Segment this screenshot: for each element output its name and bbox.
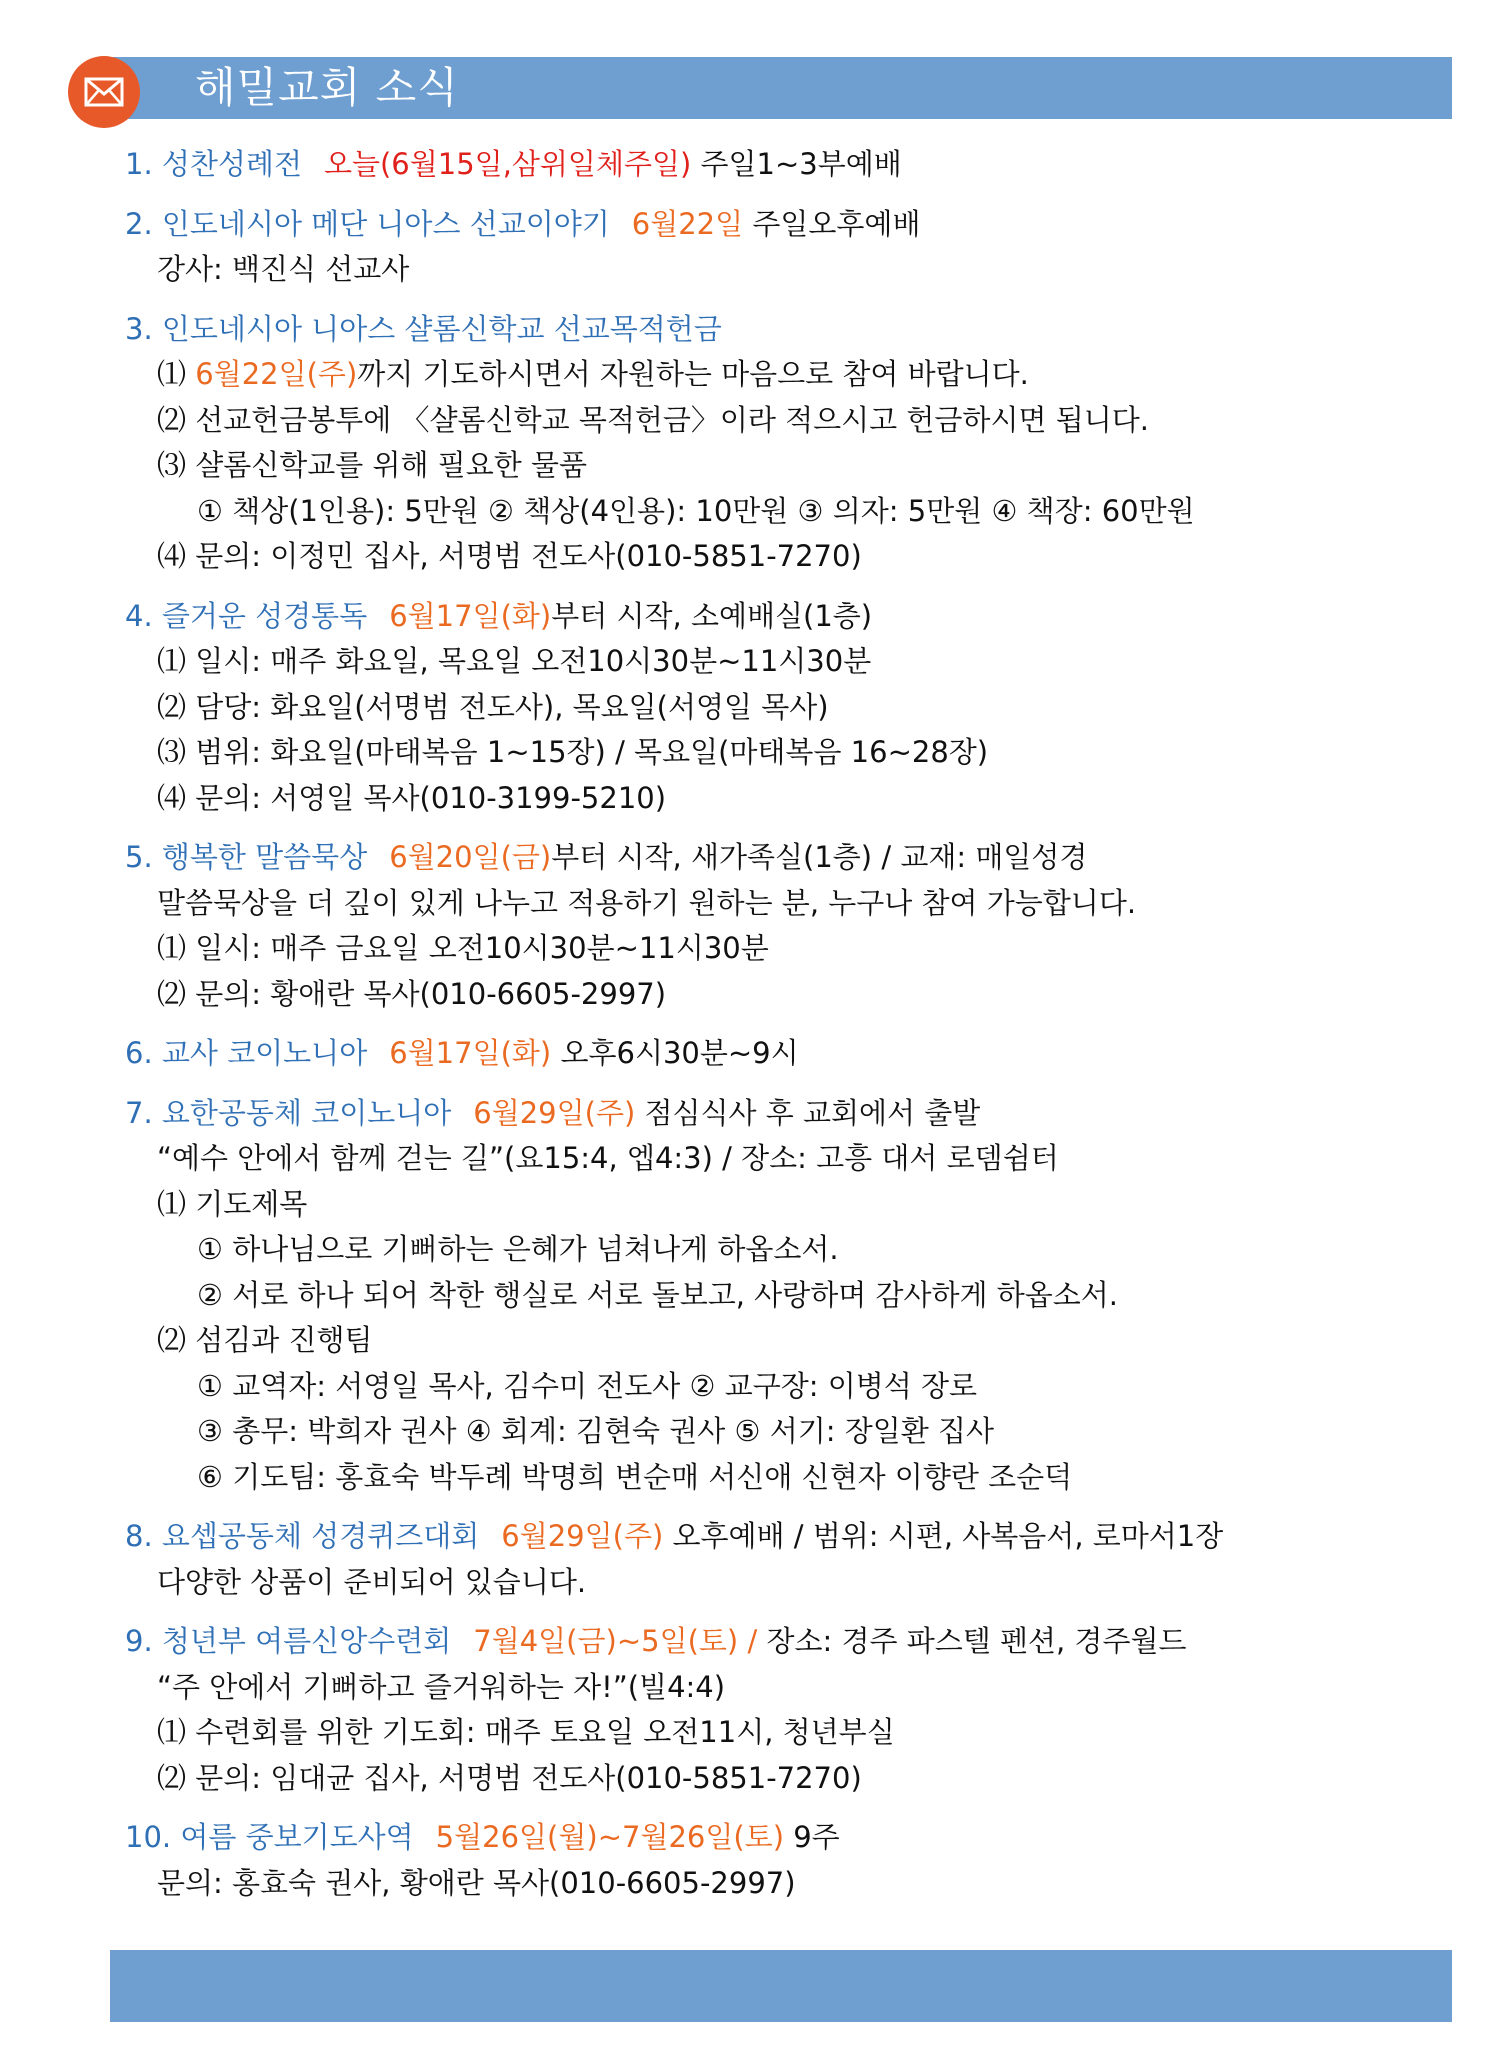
item-detail: 점심식사 후 교회에서 출발 xyxy=(644,1095,981,1130)
item-date: 7월4일(금)~5일(토) / xyxy=(473,1624,758,1658)
news-item-10 xyxy=(125,1815,1425,1906)
item-subline: ③ 총무: 박희자 권사 ④ 회계: 김현숙 권사 ⑤ 서기: 장일환 집사 xyxy=(197,1414,995,1448)
news-item-8 xyxy=(125,1514,1425,1605)
item-heading: 5. 행복한 말씀묵상 xyxy=(125,840,368,874)
news-list xyxy=(125,142,1425,1920)
item-detail: 주일오후예배 xyxy=(752,206,921,241)
item-date: 6월29일(주) xyxy=(501,1519,664,1553)
news-item-7 xyxy=(125,1091,1425,1501)
item-subline xyxy=(125,352,1425,398)
item-heading: 1. 성찬성례전 xyxy=(125,147,302,181)
item-text: 강사: 백진식 선교사 xyxy=(157,252,410,286)
item-heading: 3. 인도네시아 니아스 샬롬신학교 선교목적헌금 xyxy=(125,311,722,346)
item-subline: ⑥ 기도팀: 홍효숙 박두례 박명희 변순매 서신애 신현자 이향란 조순덕 xyxy=(197,1459,1073,1494)
item-detail: 까지 기도하시면서 자원하는 마음으로 참여 바랍니다. xyxy=(357,357,1029,391)
item-subline: ⑵ 문의: 임대균 집사, 서명범 전도사(010-5851-7270) xyxy=(157,1760,862,1795)
item-date: 5월26일(월)~7월26일(토) xyxy=(435,1820,785,1854)
item-subline: ⑵ 문의: 황애란 목사(010-6605-2997) xyxy=(157,976,667,1011)
item-subline: ⑷ 문의: 이정민 집사, 서명범 전도사(010-5851-7270) xyxy=(157,539,862,573)
page-title: 해밀교회 소식 xyxy=(195,63,459,112)
item-heading: 10. 여름 중보기도사역 xyxy=(125,1820,414,1854)
item-date: 6월22일 xyxy=(631,206,744,241)
news-item-9 xyxy=(125,1619,1425,1801)
item-subline: ⑵ 담당: 화요일(서명범 전도사), 목요일(서영일 목사) xyxy=(157,689,829,724)
item-detail: 주일1~3부예배 xyxy=(700,147,902,181)
item-subline: ② 서로 하나 되어 착한 행실로 서로 돌보고, 사랑하며 감사하게 하옵소서. xyxy=(197,1277,1119,1312)
news-item-4 xyxy=(125,594,1425,822)
item-subline: ⑴ 기도제목 xyxy=(157,1186,308,1221)
item-subline: ⑴ 일시: 매주 화요일, 목요일 오전10시30분~11시30분 xyxy=(157,644,872,678)
envelope-badge xyxy=(68,56,140,128)
item-detail: 장소: 경주 파스텔 펜션, 경주월드 xyxy=(766,1624,1187,1658)
news-item-3 xyxy=(125,307,1425,580)
item-text: 다양한 상품이 준비되어 있습니다. xyxy=(157,1564,587,1599)
item-heading: 9. 청년부 여름신앙수련회 xyxy=(125,1624,452,1658)
envelope-icon xyxy=(84,77,124,107)
item-detail: 오후6시30분~9시 xyxy=(560,1036,799,1070)
item-date: 6월29일(주) xyxy=(473,1095,636,1130)
item-detail: 9주 xyxy=(793,1820,840,1854)
item-subline: ⑴ 수련회를 위한 기도회: 매주 토요일 오전11시, 청년부실 xyxy=(157,1715,895,1749)
item-subline: ⑷ 문의: 서영일 목사(010-3199-5210) xyxy=(157,780,667,815)
item-date: 오늘(6월15일,삼위일체주일) xyxy=(323,147,692,181)
item-date: 6월22일(주) xyxy=(195,357,358,391)
item-subline: ⑵ 섬김과 진행팀 xyxy=(157,1323,373,1357)
item-detail: 부터 시작, 소예배실(1층) xyxy=(551,598,873,633)
item-subline: ① 교역자: 서영일 목사, 김수미 전도사 ② 교구장: 이병석 장로 xyxy=(197,1368,978,1403)
item-subline: ⑴ 일시: 매주 금요일 오전10시30분~11시30분 xyxy=(157,931,769,965)
news-item-2 xyxy=(125,202,1425,293)
news-item-6 xyxy=(125,1031,1425,1077)
item-text: 문의: 홍효숙 권사, 황애란 목사(010-6605-2997) xyxy=(157,1865,796,1900)
item-subline: ⑵ 선교헌금봉투에 〈샬롬신학교 목적헌금〉이라 적으시고 헌금하시면 됩니다. xyxy=(157,402,1149,437)
item-subline: ① 책상(1인용): 5만원 ② 책상(4인용): 10만원 ③ 의자: 5만원 ④ 책장: 60만원 xyxy=(197,493,1195,528)
news-item-5 xyxy=(125,835,1425,1017)
footer-bar xyxy=(110,1950,1452,2022)
item-heading: 7. 요한공동체 코이노니아 xyxy=(125,1095,452,1130)
item-heading: 2. 인도네시아 메단 니아스 선교이야기 xyxy=(125,206,610,241)
item-heading: 4. 즐거운 성경통독 xyxy=(125,598,368,633)
item-text: “예수 안에서 함께 걷는 길”(요15:4, 엡4:3) / 장소: 고흥 대서 로뎀쉼터 xyxy=(157,1141,1059,1175)
item-date: 6월17일(화) xyxy=(389,598,552,633)
item-detail: 부터 시작, 새가족실(1층) / 교재: 매일성경 xyxy=(551,840,1088,874)
item-heading: 6. 교사 코이노니아 xyxy=(125,1036,368,1070)
item-text: 말씀묵상을 더 깊이 있게 나누고 적용하기 원하는 분, 누구나 참여 가능합니다. xyxy=(157,885,1137,920)
item-subline: ⑶ 범위: 화요일(마태복음 1~15장) / 목요일(마태복음 16~28장) xyxy=(157,735,989,769)
item-subline: ① 하나님으로 기뻐하는 은혜가 넘쳐나게 하옵소서. xyxy=(197,1232,839,1266)
sub-marker: ⑴ xyxy=(157,357,187,391)
item-date: 6월20일(금) xyxy=(389,840,552,874)
item-heading: 8. 요셉공동체 성경퀴즈대회 xyxy=(125,1519,480,1553)
item-text: “주 안에서 기뻐하고 즐거워하는 자!”(빌4:4) xyxy=(157,1669,726,1704)
news-item-1 xyxy=(125,142,1425,188)
item-detail: 오후예배 / 범위: 시편, 사복음서, 로마서1장 xyxy=(672,1519,1224,1553)
item-subline: ⑶ 샬롬신학교를 위해 필요한 물품 xyxy=(157,448,588,482)
item-date: 6월17일(화) xyxy=(389,1036,552,1070)
